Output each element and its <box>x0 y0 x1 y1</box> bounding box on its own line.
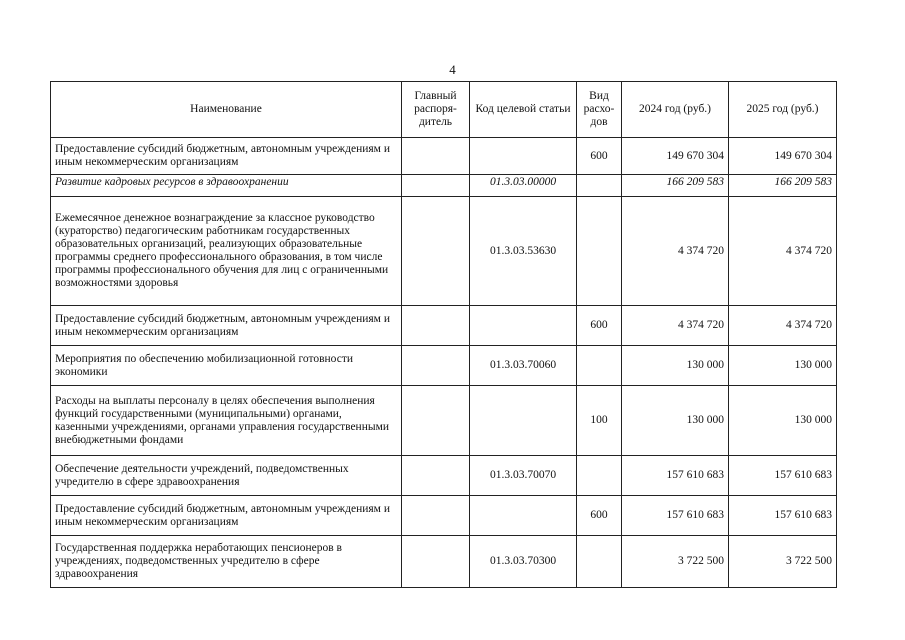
row-type: 600 <box>577 496 622 536</box>
row-2025: 157 610 683 <box>729 456 837 496</box>
row-type <box>577 456 622 496</box>
row-type: 600 <box>577 138 622 175</box>
row-manager <box>402 197 470 306</box>
row-type <box>577 197 622 306</box>
row-name: Ежемесячное денежное вознаграждение за классное руководство (кураторство) педагогическим работникам государственных образовательных организаций, реализующих образовательные программы среднего профессионального образования, в том числе программы профессионального обучения для лиц с ограниченными возможностями здоровья <box>51 197 402 306</box>
row-2024: 157 610 683 <box>622 496 729 536</box>
table-row <box>51 456 837 496</box>
row-manager <box>402 456 470 496</box>
row-name: Обеспечение деятельности учреждений, подведомственных учредителю в сфере здравоохранения <box>51 456 402 496</box>
row-name: Развитие кадровых ресурсов в здравоохранении <box>51 175 402 197</box>
row-code: 01.3.03.70070 <box>470 456 577 496</box>
row-2024: 3 722 500 <box>622 536 729 588</box>
header-type: Вид расхо-дов <box>577 82 622 138</box>
row-2024: 130 000 <box>622 386 729 456</box>
page-number: 4 <box>449 62 456 77</box>
row-2024: 130 000 <box>622 346 729 386</box>
table-row <box>51 306 837 346</box>
header-2025: 2025 год (руб.) <box>729 82 837 138</box>
row-2024: 166 209 583 <box>622 175 729 197</box>
row-manager <box>402 175 470 197</box>
table-row <box>51 386 837 456</box>
header-manager: Главный распоря-дитель <box>402 82 470 138</box>
row-code <box>470 386 577 456</box>
row-2024: 4 374 720 <box>622 197 729 306</box>
row-manager <box>402 536 470 588</box>
row-name: Расходы на выплаты персоналу в целях обеспечения выполнения функций государственными (муниципальными) органами, казенными учреждениями, органами управления государственными внебюджетными фондами <box>51 386 402 456</box>
row-2024: 149 670 304 <box>622 138 729 175</box>
row-code <box>470 306 577 346</box>
row-type: 100 <box>577 386 622 456</box>
row-2025: 4 374 720 <box>729 306 837 346</box>
row-2025: 166 209 583 <box>729 175 837 197</box>
row-type <box>577 536 622 588</box>
row-2025: 149 670 304 <box>729 138 837 175</box>
row-type <box>577 175 622 197</box>
row-2025: 130 000 <box>729 386 837 456</box>
row-name: Предоставление субсидий бюджетным, автономным учреждениям и иным некоммерческим организациям <box>51 138 402 175</box>
header-row <box>51 82 837 138</box>
row-2024: 157 610 683 <box>622 456 729 496</box>
header-2024: 2024 год (руб.) <box>622 82 729 138</box>
row-name: Предоставление субсидий бюджетным, автономным учреждениям и иным некоммерческим организациям <box>51 496 402 536</box>
row-manager <box>402 306 470 346</box>
budget-table <box>50 81 837 588</box>
row-manager <box>402 386 470 456</box>
table-row <box>51 138 837 175</box>
row-2025: 4 374 720 <box>729 197 837 306</box>
row-code: 01.3.03.00000 <box>470 175 577 197</box>
header-code: Код целевой статьи <box>470 82 577 138</box>
row-name: Мероприятия по обеспечению мобилизационной готовности экономики <box>51 346 402 386</box>
table-row <box>51 175 837 197</box>
row-type <box>577 346 622 386</box>
row-code <box>470 496 577 536</box>
table-row <box>51 536 837 588</box>
row-2025: 3 722 500 <box>729 536 837 588</box>
row-code: 01.3.03.70300 <box>470 536 577 588</box>
table-row <box>51 496 837 536</box>
header-name: Наименование <box>51 82 402 138</box>
row-code: 01.3.03.70060 <box>470 346 577 386</box>
row-2024: 4 374 720 <box>622 306 729 346</box>
row-name: Предоставление субсидий бюджетным, автономным учреждениям и иным некоммерческим организациям <box>51 306 402 346</box>
row-manager <box>402 496 470 536</box>
row-manager <box>402 138 470 175</box>
row-2025: 130 000 <box>729 346 837 386</box>
table-row <box>51 346 837 386</box>
row-code: 01.3.03.53630 <box>470 197 577 306</box>
row-name: Государственная поддержка неработающих пенсионеров в учреждениях, подведомственных учредителю в сфере здравоохранения <box>51 536 402 588</box>
row-2025: 157 610 683 <box>729 496 837 536</box>
row-code <box>470 138 577 175</box>
row-type: 600 <box>577 306 622 346</box>
row-manager <box>402 346 470 386</box>
table-row <box>51 197 837 306</box>
